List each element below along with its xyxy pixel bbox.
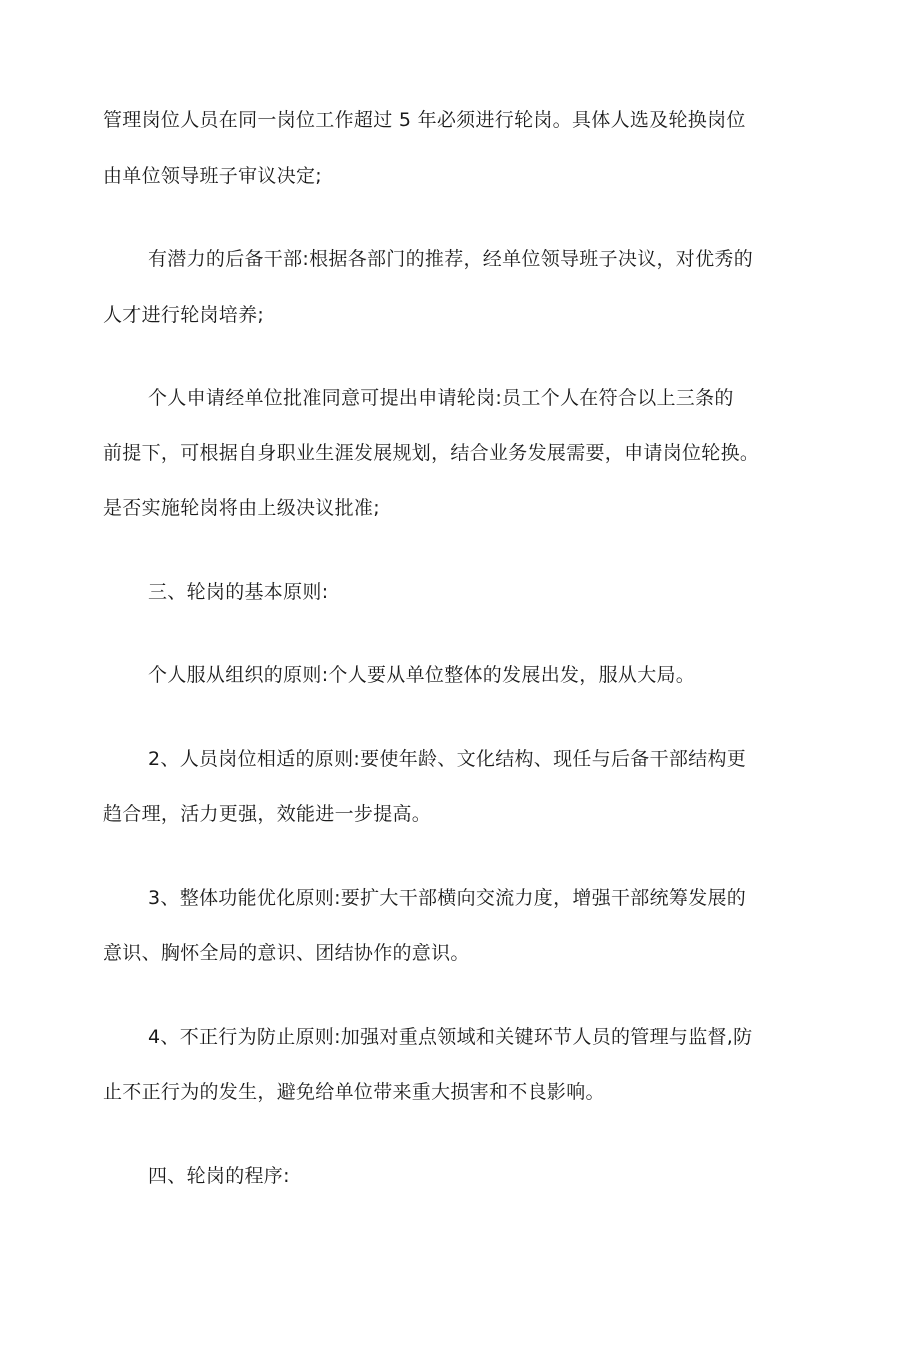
paragraph-line: 4、不正行为防止原则:加强对重点领域和关键环节人员的管理与监督,防: [148, 1026, 753, 1048]
section-heading: 四、轮岗的程序:: [148, 1165, 290, 1187]
paragraph-line: 趋合理，活力更强，效能进一步提高。: [103, 803, 432, 825]
paragraph-line: 3、整体功能优化原则:要扩大干部横向交流力度，增强干部统筹发展的: [148, 887, 747, 909]
paragraph-line: 个人申请经单位批准同意可提出申请轮岗:员工个人在符合以上三条的: [148, 387, 734, 409]
paragraph-line: 个人服从组织的原则:个人要从单位整体的发展出发，服从大局。: [148, 664, 696, 686]
section-heading: 三、轮岗的基本原则:: [148, 581, 329, 603]
paragraph-line: 管理岗位人员在同一岗位工作超过 5 年必须进行轮岗。具体人选及轮换岗位: [103, 109, 746, 131]
paragraph-line: 由单位领导班子审议决定;: [103, 165, 323, 187]
paragraph-line: 人才进行轮岗培养;: [103, 304, 265, 326]
paragraph-line: 有潜力的后备干部:根据各部门的推荐，经单位领导班子决议，对优秀的: [148, 248, 754, 270]
paragraph-line: 意识、胸怀全局的意识、团结协作的意识。: [103, 942, 470, 964]
paragraph-line: 是否实施轮岗将由上级决议批准;: [103, 497, 380, 519]
paragraph-line: 止不正行为的发生，避免给单位带来重大损害和不良影响。: [103, 1081, 605, 1103]
paragraph-line: 2、人员岗位相适的原则:要使年龄、文化结构、现任与后备干部结构更: [148, 748, 747, 770]
paragraph-line: 前提下，可根据自身职业生涯发展规划，结合业务发展需要，申请岗位轮换。: [103, 442, 760, 464]
